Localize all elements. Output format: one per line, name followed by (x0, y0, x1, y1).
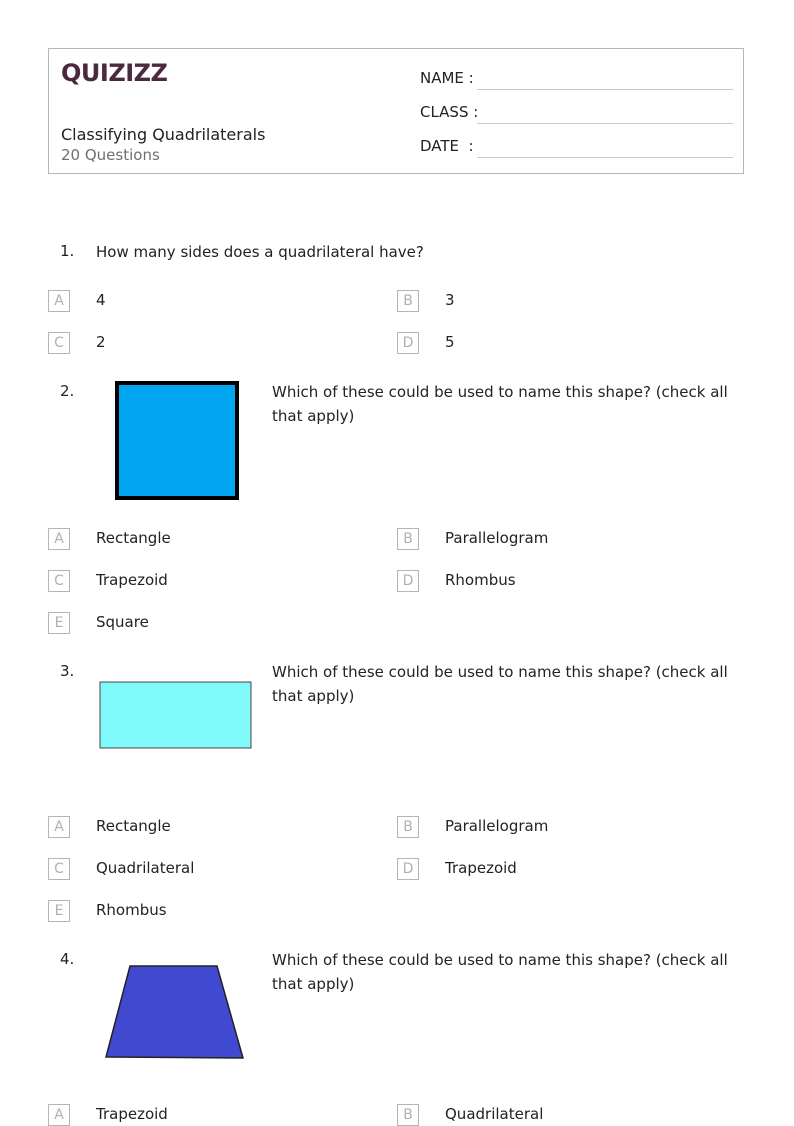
option-text: 4 (96, 291, 106, 309)
option-letter-box[interactable]: D (397, 570, 419, 592)
rectangle-shape-image (98, 680, 254, 750)
rectangle-shape (100, 682, 251, 748)
question-text: How many sides does a quadrilateral have? (96, 243, 424, 261)
question-number: 3. (60, 662, 75, 680)
option-text: Trapezoid (96, 1105, 168, 1123)
option-text: Rhombus (445, 571, 516, 589)
option-letter-box[interactable]: C (48, 858, 70, 880)
square-shape-image (112, 378, 244, 504)
option-text: Rhombus (96, 901, 167, 919)
option-letter-box[interactable]: A (48, 528, 70, 550)
class-label: CLASS : (420, 103, 479, 121)
option-letter-box[interactable]: A (48, 1104, 70, 1126)
question-text: Which of these could be used to name this shape? (check all that apply) (272, 383, 728, 425)
name-label: NAME : (420, 69, 474, 87)
option-text: Quadrilateral (445, 1105, 544, 1123)
option-text: Trapezoid (445, 859, 517, 877)
name-line (477, 89, 733, 90)
date-line (477, 157, 733, 158)
option-letter-box[interactable]: B (397, 528, 419, 550)
option-text: 2 (96, 333, 106, 351)
option-letter-box[interactable]: D (397, 858, 419, 880)
option-text: 3 (445, 291, 455, 309)
option-text: Trapezoid (96, 571, 168, 589)
question-number: 1. (60, 242, 75, 260)
square-shape (117, 383, 237, 498)
worksheet-title: Classifying Quadrilaterals (61, 125, 266, 144)
question-number: 2. (60, 382, 75, 400)
option-text: Square (96, 613, 149, 631)
option-text: Parallelogram (445, 817, 549, 835)
trapezoid-shape-image (100, 962, 250, 1064)
option-letter-box[interactable]: C (48, 332, 70, 354)
option-text: Quadrilateral (96, 859, 195, 877)
option-letter-box[interactable]: D (397, 332, 419, 354)
question-count: 20 Questions (61, 146, 160, 164)
date-label: DATE : (420, 137, 474, 155)
option-text: Parallelogram (445, 529, 549, 547)
option-text: Rectangle (96, 817, 171, 835)
worksheet-header (48, 48, 744, 174)
option-letter-box[interactable]: A (48, 290, 70, 312)
option-letter-box[interactable]: E (48, 900, 70, 922)
question-number: 4. (60, 950, 75, 968)
option-letter-box[interactable]: B (397, 816, 419, 838)
question-text: Which of these could be used to name this shape? (check all that apply) (272, 951, 728, 993)
option-text: Rectangle (96, 529, 171, 547)
option-letter-box[interactable]: E (48, 612, 70, 634)
option-letter-box[interactable]: C (48, 570, 70, 592)
option-text: 5 (445, 333, 455, 351)
option-letter-box[interactable]: A (48, 816, 70, 838)
trapezoid-shape (106, 966, 243, 1058)
option-letter-box[interactable]: B (397, 290, 419, 312)
class-line (477, 123, 733, 124)
quizizz-logo: QUIZIZZ (61, 59, 168, 87)
option-letter-box[interactable]: B (397, 1104, 419, 1126)
question-text: Which of these could be used to name this shape? (check all that apply) (272, 663, 728, 705)
